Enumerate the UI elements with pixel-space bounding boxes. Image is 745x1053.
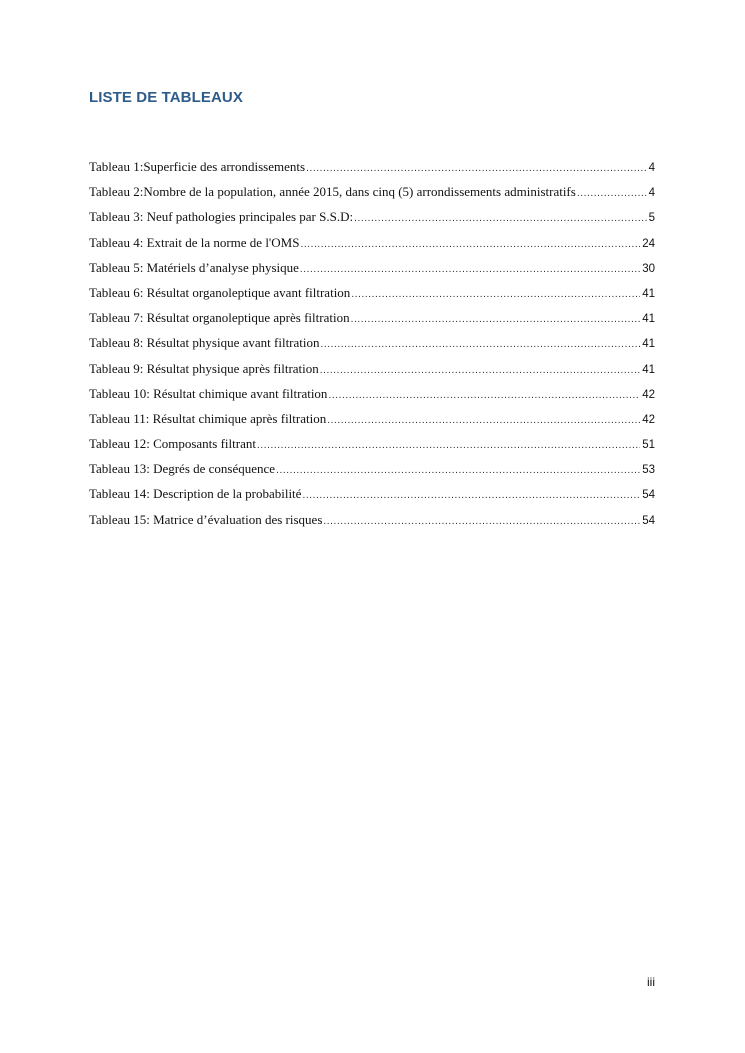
- toc-entry-label: Tableau 4: Extrait de la norme de l'OMS: [89, 234, 300, 250]
- dot-leader: [577, 188, 647, 199]
- toc-entry[interactable]: [89, 436, 655, 461]
- toc-entry-page: 41: [642, 287, 655, 300]
- toc-entry[interactable]: [89, 310, 655, 335]
- toc-entry[interactable]: [89, 512, 655, 537]
- toc-entry-label: Tableau 2:Nombre de la population, année 2015, dans cinq (5) arrondissements administratifs: [89, 184, 576, 200]
- toc-entry[interactable]: [89, 486, 655, 511]
- toc-entry-page: 42: [642, 413, 655, 426]
- toc-entry-page: 51: [642, 439, 655, 452]
- dot-leader: [320, 365, 640, 376]
- dot-leader: [302, 490, 640, 501]
- table-list: [89, 159, 655, 537]
- toc-entry-page: 4: [648, 162, 655, 174]
- toc-entry-page: 42: [642, 388, 655, 401]
- dot-leader: [323, 516, 640, 527]
- dot-leader: [306, 163, 647, 174]
- dot-leader: [257, 440, 640, 451]
- toc-entry[interactable]: [89, 411, 655, 436]
- toc-entry-label: Tableau 8: Résultat physique avant filtration: [89, 335, 320, 351]
- dot-leader: [354, 213, 647, 224]
- dot-leader: [328, 390, 640, 401]
- toc-entry-page: 41: [642, 338, 655, 351]
- toc-entry[interactable]: [89, 260, 655, 285]
- toc-entry-page: 24: [642, 237, 655, 250]
- toc-entry[interactable]: [89, 209, 655, 234]
- toc-entry[interactable]: [89, 235, 655, 260]
- toc-entry-label: Tableau 14: Description de la probabilité: [89, 486, 302, 502]
- toc-entry-label: Tableau 9: Résultat physique après filtration: [89, 360, 319, 376]
- toc-entry-label: Tableau 6: Résultat organoleptique avant filtration: [89, 284, 351, 300]
- toc-entry[interactable]: [89, 159, 655, 184]
- toc-entry-label: Tableau 10: Résultat chimique avant filtration: [89, 385, 328, 401]
- page-title: LISTE DE TABLEAUX: [89, 89, 243, 106]
- toc-entry-page: 30: [642, 262, 655, 275]
- toc-entry-label: Tableau 11: Résultat chimique après filtration: [89, 410, 327, 426]
- page-number: iii: [647, 975, 655, 989]
- toc-entry-label: Tableau 1:Superficie des arrondissements: [89, 159, 306, 174]
- toc-entry[interactable]: [89, 184, 655, 209]
- dot-leader: [351, 289, 640, 300]
- toc-entry[interactable]: [89, 386, 655, 411]
- toc-entry-label: Tableau 5: Matériels d’analyse physique: [89, 259, 299, 275]
- toc-entry-label: Tableau 13: Degrés de conséquence: [89, 461, 276, 477]
- toc-entry[interactable]: [89, 361, 655, 386]
- toc-entry[interactable]: [89, 285, 655, 310]
- toc-entry-label: Tableau 3: Neuf pathologies principales par S.S.D:: [89, 209, 354, 225]
- toc-entry-label: Tableau 15: Matrice d’évaluation des risques: [89, 511, 323, 527]
- toc-entry-page: 5: [648, 212, 655, 225]
- toc-entry-page: 53: [642, 464, 655, 477]
- dot-leader: [300, 239, 640, 250]
- toc-entry[interactable]: [89, 461, 655, 486]
- toc-entry-page: 54: [642, 489, 655, 502]
- toc-entry-page: 4: [648, 187, 655, 200]
- toc-entry-page: 54: [642, 514, 655, 527]
- toc-entry-page: 41: [642, 313, 655, 326]
- toc-entry-page: 41: [642, 363, 655, 376]
- dot-leader: [321, 339, 641, 350]
- dot-leader: [351, 314, 641, 325]
- toc-entry-label: Tableau 12: Composants filtrant: [89, 436, 256, 452]
- dot-leader: [276, 465, 640, 476]
- toc-entry-label: Tableau 7: Résultat organoleptique après filtration: [89, 310, 350, 326]
- dot-leader: [327, 415, 640, 426]
- dot-leader: [300, 264, 640, 275]
- toc-entry[interactable]: [89, 335, 655, 360]
